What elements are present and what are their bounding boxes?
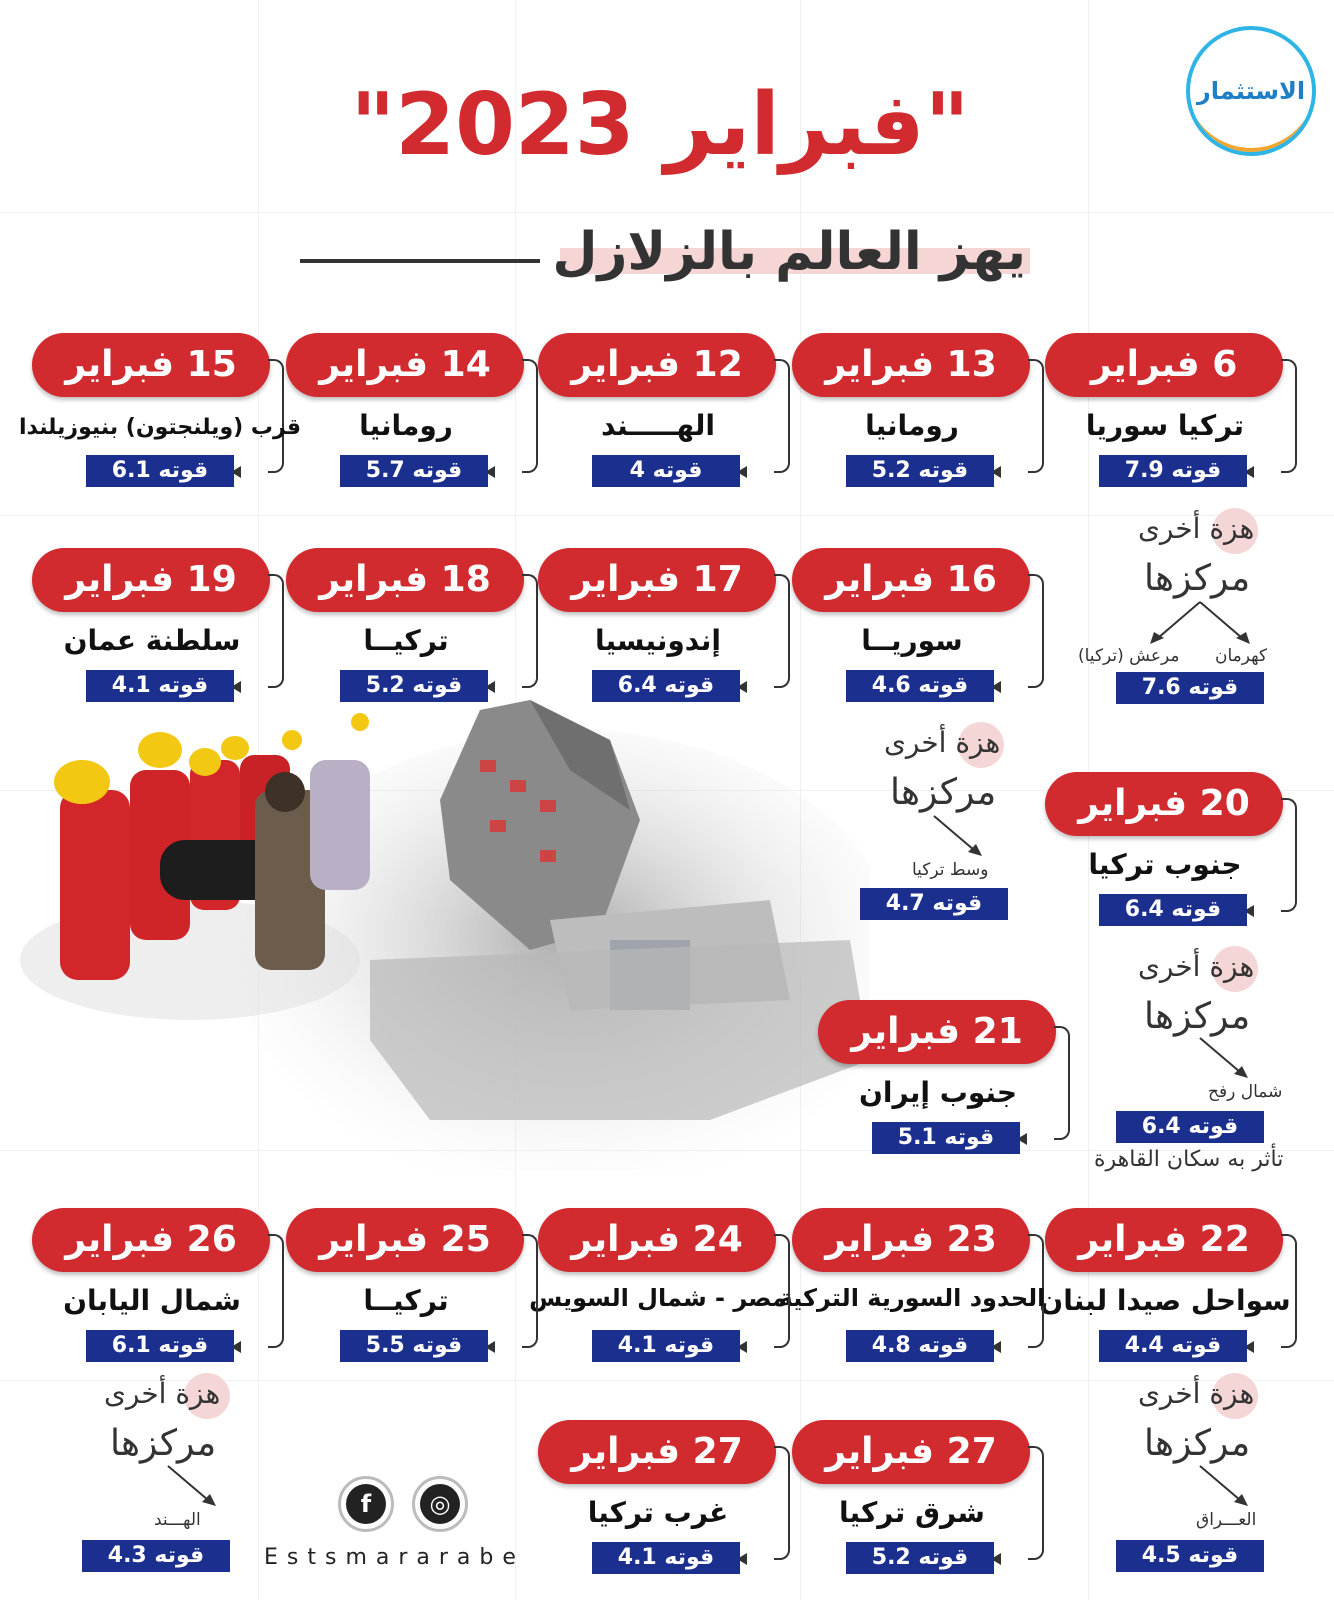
quake-card <box>529 1208 796 1368</box>
epicenter-location: العـــراق <box>1196 1510 1257 1530</box>
epicenter-location: كهرمان <box>1215 646 1268 666</box>
magnitude-badge: قوته 4.8 <box>846 1330 994 1362</box>
center-label: مركزها <box>1144 558 1251 599</box>
quake-card <box>18 333 302 493</box>
date-pill: 20 فبراير <box>1045 772 1283 836</box>
center-label: مركزها <box>890 772 997 813</box>
quake-location: جنوب تركيا <box>1088 848 1242 881</box>
epicenter-location: الهـــند <box>154 1510 201 1530</box>
date-pill: 14 فبراير <box>286 333 524 397</box>
magnitude-badge: قوته 6.4 <box>1116 1111 1264 1143</box>
date-pill: 23 فبراير <box>792 1208 1030 1272</box>
magnitude-badge: قوته 4.1 <box>592 1542 740 1574</box>
aftershock-label: هزة أخرى <box>884 726 1001 759</box>
quake-location: شمال اليابان <box>63 1284 241 1317</box>
epicenter-location: شمال رفح <box>1208 1082 1283 1102</box>
page-subtitle: يهز العالم بالزلازل <box>552 222 1026 282</box>
aftershock-label: هزة أخرى <box>1138 512 1255 545</box>
quake-card <box>286 1208 544 1368</box>
magnitude-badge: قوته 6.1 <box>86 455 234 487</box>
dribbble-link[interactable] <box>412 1476 468 1532</box>
center-label: مركزها <box>1144 996 1251 1037</box>
magnitude-badge: قوته 4.3 <box>82 1540 230 1572</box>
arrow-icon <box>1196 1034 1256 1080</box>
dribbble-icon: ◎ <box>420 1484 460 1524</box>
magnitude-badge: قوته 5.2 <box>846 1542 994 1574</box>
quake-location: رومانيا <box>865 409 959 442</box>
center-label: مركزها <box>110 1423 217 1464</box>
quake-location: غرب تركيا <box>587 1496 729 1529</box>
aftershock-label: هزة أخرى <box>104 1377 221 1410</box>
aftershock-label: هزة أخرى <box>1138 1377 1255 1410</box>
quake-card <box>538 548 796 708</box>
date-pill: 18 فبراير <box>286 548 524 612</box>
magnitude-badge: قوته 4.5 <box>1116 1540 1264 1572</box>
social-handle: Estsmararabe <box>264 1545 525 1570</box>
date-pill: 26 فبراير <box>32 1208 270 1272</box>
quake-card <box>792 1420 1050 1580</box>
quake-location: تركيا سوريا <box>1085 409 1245 442</box>
magnitude-badge: قوته 7.6 <box>1116 672 1264 704</box>
quake-location: قرب (ويلنجتون) بنيوزيلندا <box>18 415 302 440</box>
social-links <box>330 1476 470 1536</box>
magnitude-badge: قوته 4.4 <box>1099 1330 1247 1362</box>
quake-location: تركيــا <box>363 624 449 657</box>
quake-card <box>32 1208 290 1368</box>
quake-location: رومانيا <box>359 409 453 442</box>
quake-location: سلطنة عمان <box>63 624 241 657</box>
date-pill: 13 فبراير <box>792 333 1030 397</box>
quake-card <box>538 333 796 493</box>
magnitude-badge: قوته 6.1 <box>86 1330 234 1362</box>
date-pill: 22 فبراير <box>1045 1208 1283 1272</box>
quake-card <box>778 1208 1050 1368</box>
quake-card <box>818 1000 1076 1160</box>
quake-card <box>286 333 544 493</box>
epicenter-location: مرعش (تركيا) <box>1078 646 1180 666</box>
quake-card <box>792 548 1050 708</box>
quake-card <box>1045 333 1303 493</box>
magnitude-badge: قوته 6.4 <box>592 670 740 702</box>
rescue-photo <box>10 700 870 1170</box>
epicenter-location: وسط تركيا <box>912 860 989 880</box>
date-pill: 27 فبراير <box>792 1420 1030 1484</box>
quake-location: جنوب إيران <box>858 1076 1018 1109</box>
quake-card <box>1045 772 1303 932</box>
quake-location: الحدود السورية التركية <box>778 1284 1046 1312</box>
magnitude-badge: قوته 5.7 <box>340 455 488 487</box>
branch-arrow-icon <box>1140 598 1260 646</box>
facebook-icon: f <box>346 1484 386 1524</box>
magnitude-badge: قوته 4.6 <box>846 670 994 702</box>
quake-card <box>792 333 1050 493</box>
rescue-scene-image <box>10 700 870 1170</box>
magnitude-badge: قوته 4.1 <box>592 1330 740 1362</box>
magnitude-badge: قوته 4 <box>592 455 740 487</box>
subtitle-block <box>300 222 1040 292</box>
date-pill: 25 فبراير <box>286 1208 524 1272</box>
date-pill: 27 فبراير <box>538 1420 776 1484</box>
quake-location: سواحل صيدا لبنان <box>1039 1284 1291 1317</box>
arrow-icon <box>164 1462 224 1508</box>
quake-card <box>1039 1208 1303 1368</box>
magnitude-badge: قوته 5.2 <box>846 455 994 487</box>
quake-location: مصر - شمال السويس <box>529 1284 787 1312</box>
date-pill: 12 فبراير <box>538 333 776 397</box>
grid-line <box>0 515 1334 516</box>
quake-location: إندونيسيا <box>594 624 722 657</box>
date-pill: 6 فبراير <box>1045 333 1283 397</box>
grid-line <box>0 212 1334 213</box>
magnitude-badge: قوته 5.2 <box>340 670 488 702</box>
magnitude-badge: قوته 4.7 <box>860 888 1008 920</box>
quake-location: سوريــا <box>861 624 963 657</box>
brand-logo[interactable] <box>1186 26 1316 156</box>
date-pill: 19 فبراير <box>32 548 270 612</box>
date-pill: 24 فبراير <box>538 1208 776 1272</box>
arrow-icon <box>1196 1462 1256 1508</box>
date-pill: 15 فبراير <box>32 333 270 397</box>
quake-location: الهـــــند <box>600 409 716 442</box>
arrow-icon <box>930 812 990 858</box>
facebook-link[interactable] <box>338 1476 394 1532</box>
impact-note: تأثر به سكان القاهرة <box>1094 1147 1284 1172</box>
page-title: "فبراير 2023" <box>350 75 970 175</box>
magnitude-badge: قوته 6.4 <box>1099 894 1247 926</box>
magnitude-badge: قوته 5.1 <box>872 1122 1020 1154</box>
quake-location: شرق تركيا <box>839 1496 985 1529</box>
center-label: مركزها <box>1144 1423 1251 1464</box>
subtitle-rule <box>300 259 540 263</box>
date-pill: 16 فبراير <box>792 548 1030 612</box>
magnitude-badge: قوته 7.9 <box>1099 455 1247 487</box>
date-pill: 17 فبراير <box>538 548 776 612</box>
magnitude-badge: قوته 4.1 <box>86 670 234 702</box>
quake-card <box>538 1420 796 1580</box>
logo-text: الاستثمار <box>1196 77 1306 105</box>
magnitude-badge: قوته 5.5 <box>340 1330 488 1362</box>
quake-card <box>286 548 544 708</box>
quake-location: تركيــا <box>363 1284 449 1317</box>
date-pill: 21 فبراير <box>818 1000 1056 1064</box>
aftershock-label: هزة أخرى <box>1138 950 1255 983</box>
quake-card <box>32 548 290 708</box>
